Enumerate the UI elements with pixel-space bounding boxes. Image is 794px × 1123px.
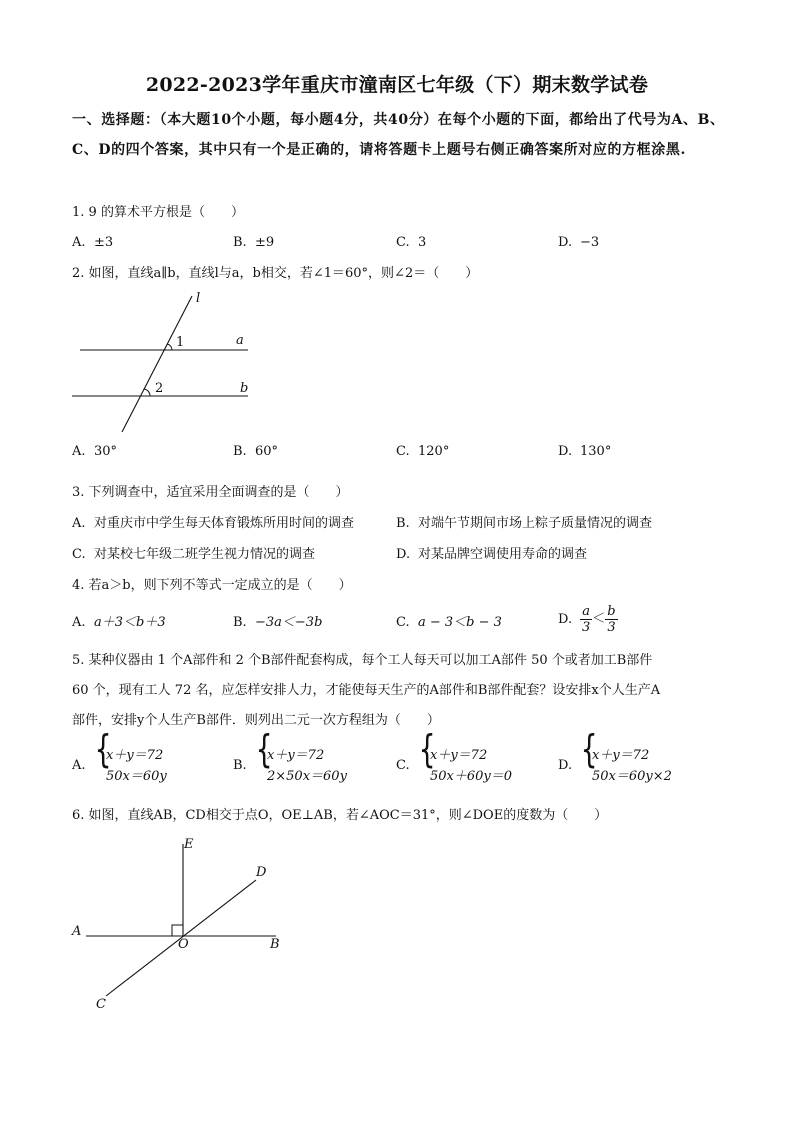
label-d: D xyxy=(256,865,267,880)
q1-option-d[interactable]: D. −3 xyxy=(558,235,600,250)
fraction-a-over-3: $\frac{a}{3}$ xyxy=(582,604,591,635)
q2-option-c[interactable]: C. 120° xyxy=(396,444,450,459)
label-angle-2: 2 xyxy=(155,381,164,396)
q4-option-b[interactable]: B. −3a＜−3b xyxy=(233,615,323,630)
q1-option-c[interactable]: C. 3 xyxy=(396,235,427,250)
q4-option-c[interactable]: C. a − 3＜b − 3 xyxy=(396,615,502,630)
equation-system: { x＋y＝72 50x＝60y×2 xyxy=(580,745,672,787)
q6-intersecting-lines-figure xyxy=(66,834,296,1016)
label-l: l xyxy=(196,291,201,306)
label-a: a xyxy=(236,333,244,348)
angle-2-arc xyxy=(144,389,150,396)
q3-option-d[interactable]: D. 对某品牌空调使用寿命的调查 xyxy=(396,547,588,562)
q2-parallel-lines-figure xyxy=(60,288,270,436)
q2-option-b[interactable]: B. 60° xyxy=(233,444,279,459)
label-c: C xyxy=(96,997,106,1012)
section-1-heading: 一、选择题：（本大题10个小题，每小题4分，共40分）在每个小题的下面，都给出了代号为A、B、C、D的四个答案，其中只有一个是正确的，请将答题卡上题号右侧正确答案所对应的方框涂黑. xyxy=(72,112,725,158)
q1-option-b[interactable]: B. ±9 xyxy=(233,235,275,250)
q4-option-a[interactable]: A. a＋3＜b＋3 xyxy=(72,615,166,630)
question-4-stem: 4. 若a＞b，则下列不等式一定成立的是（ ） xyxy=(72,578,352,593)
q5-option-d[interactable]: D. { x＋y＝72 50x＝60y×2 xyxy=(558,745,672,787)
q4-option-d[interactable]: D. $\frac{a}{3}$ ＜ $\frac{b}{3}$ xyxy=(558,604,616,635)
label-b: b xyxy=(240,381,249,396)
q1-option-a[interactable]: A. ±3 xyxy=(72,235,114,250)
q3-option-a[interactable]: A. 对重庆市中学生每天体育锻炼所用时间的调查 xyxy=(72,516,355,531)
q5-option-c[interactable]: C. { x＋y＝72 50x＋60y＝0 xyxy=(396,745,512,787)
equation-system: { x＋y＝72 50x＝60y xyxy=(94,745,167,787)
line-l xyxy=(122,296,192,432)
label-e: E xyxy=(184,837,194,852)
q5-option-a[interactable]: A. { x＋y＝72 50x＝60y xyxy=(72,745,167,787)
q5-option-b[interactable]: B. { x＋y＝72 2×50x＝60y xyxy=(233,745,347,787)
q3-option-b[interactable]: B. 对端午节期间市场上粽子质量情况的调查 xyxy=(396,516,653,531)
question-3-stem: 3. 下列调查中，适宜采用全面调查的是（ ） xyxy=(72,485,349,500)
label-o: O xyxy=(178,937,189,952)
label-b: B xyxy=(270,937,280,952)
label-a: A xyxy=(72,924,82,939)
question-2-stem: 2. 如图，直线a∥b，直线l与a，b相交，若∠1＝60°，则∠2＝（ ） xyxy=(72,266,479,281)
equation-system: { x＋y＝72 2×50x＝60y xyxy=(255,745,347,787)
equation-system: { x＋y＝72 50x＋60y＝0 xyxy=(418,745,512,787)
question-5-line-3: 部件，安排y个人生产B部件．则列出二元一次方程组为（ ） xyxy=(72,713,440,728)
question-1-stem: 1. 9 的算术平方根是（ ） xyxy=(72,205,244,220)
question-5-line-2: 60 个，现有工人 72 名，应怎样安排人力，才能使每天生产的A部件和B部件配套？设安排x个人生产A xyxy=(72,683,661,698)
label-angle-1: 1 xyxy=(176,335,185,350)
angle-1-arc xyxy=(167,344,172,350)
q3-option-c[interactable]: C. 对某校七年级二班学生视力情况的调查 xyxy=(72,547,316,562)
fraction-b-over-3: $\frac{b}{3}$ xyxy=(607,604,616,635)
q2-option-a[interactable]: A. 30° xyxy=(72,444,118,459)
q2-option-d[interactable]: D. 130° xyxy=(558,444,612,459)
page-title: 2022-2023学年重庆市潼南区七年级（下）期末数学试卷 xyxy=(145,74,649,96)
question-6-stem: 6. 如图，直线AB，CD相交于点O，OE⊥AB，若∠AOC＝31°，则∠DOE的度数为（ ） xyxy=(72,808,608,823)
right-angle-mark xyxy=(172,925,183,936)
question-5-line-1: 5. 某种仪器由 1 个A部件和 2 个B部件配套构成，每个工人每天可以加工A部件 50 个或者加工B部件 xyxy=(72,653,653,668)
